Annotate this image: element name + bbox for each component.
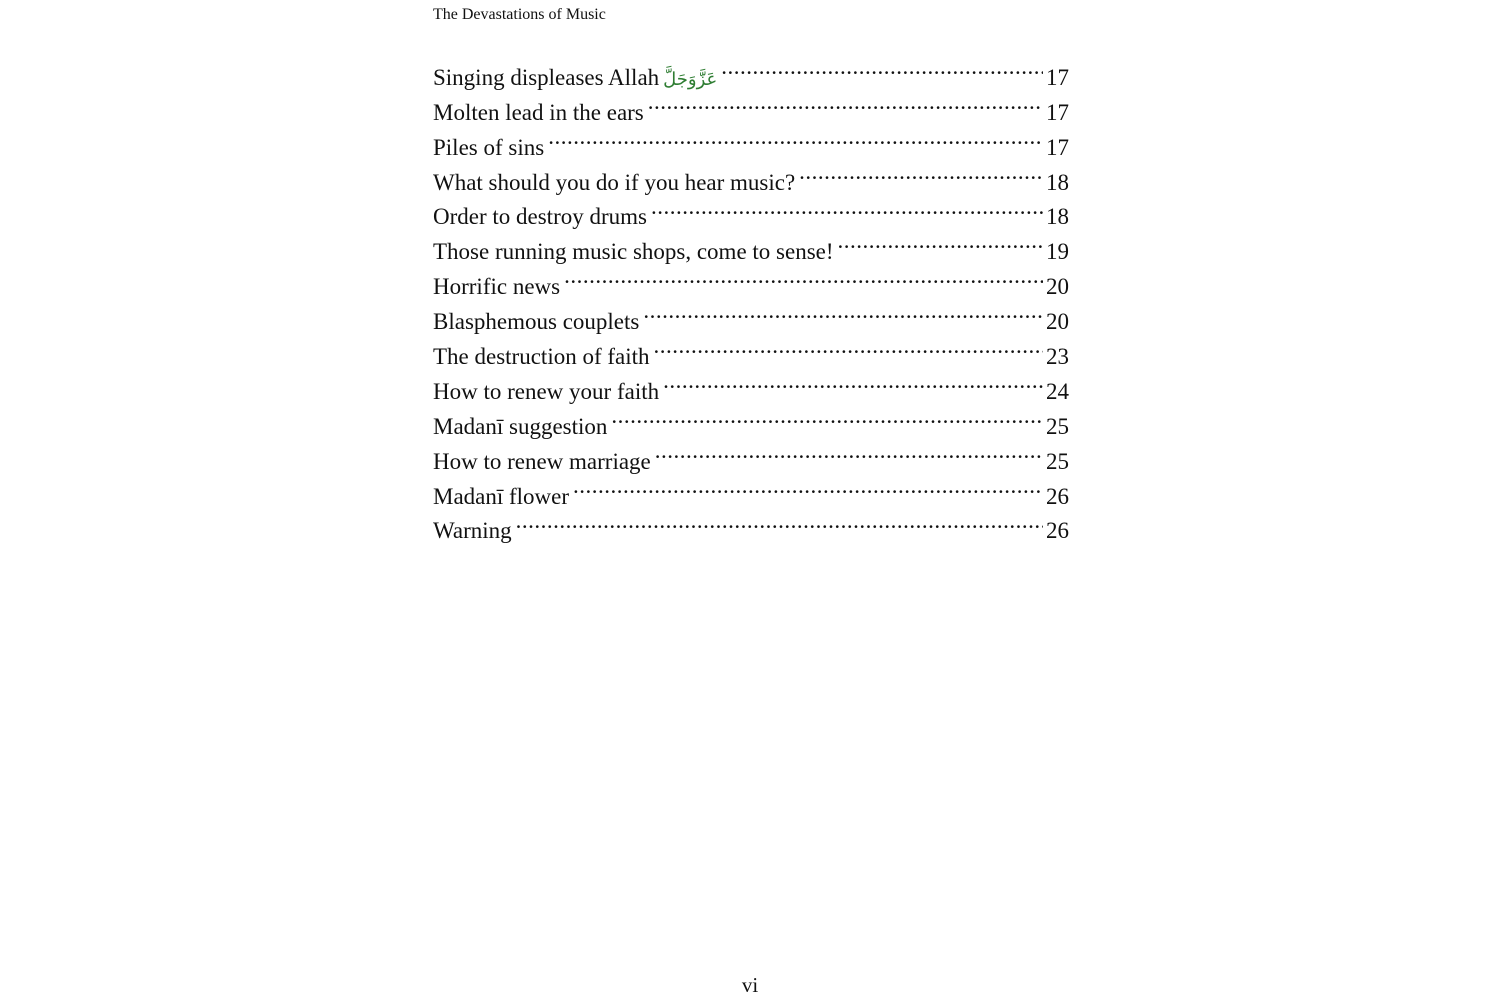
- dot-leader: [573, 469, 1043, 504]
- dot-leader: [651, 190, 1043, 225]
- toc-entry-page: 25: [1046, 413, 1069, 439]
- toc-entry-title: Those running music shops, come to sense!: [433, 239, 834, 265]
- toc-entry-title: Molten lead in the ears: [433, 99, 644, 125]
- toc-entry-page: 24: [1046, 378, 1069, 404]
- toc-entry-title: Madanī suggestion: [433, 413, 608, 439]
- toc-entry-page: 23: [1046, 344, 1069, 370]
- dot-leader: [663, 364, 1043, 399]
- toc-entry-title: Blasphemous couplets: [433, 309, 640, 335]
- toc-entry-title: Horrific news: [433, 274, 561, 300]
- toc-entry-title: How to renew marriage: [433, 448, 651, 474]
- toc-entry-page: 20: [1046, 274, 1069, 300]
- toc-entry-title: Singing displeases Allah: [433, 64, 660, 90]
- dot-leader: [564, 259, 1043, 294]
- toc-entry[interactable]: [433, 50, 1069, 90]
- dot-leader: [516, 504, 1043, 539]
- toc-entry[interactable]: [433, 504, 1069, 544]
- dot-leader: [611, 399, 1043, 434]
- dot-leader: [721, 50, 1043, 85]
- dot-leader: [648, 85, 1043, 120]
- dot-leader: [838, 224, 1043, 259]
- toc-entry-title: How to renew your faith: [433, 378, 660, 404]
- dot-leader: [548, 120, 1043, 155]
- dot-leader: [799, 155, 1043, 190]
- toc-entry-page: 18: [1046, 169, 1069, 195]
- toc-entry-page: 19: [1046, 239, 1069, 265]
- toc-entry-page: 17: [1046, 134, 1069, 160]
- toc-entry-title: What should you do if you hear music?: [433, 169, 796, 195]
- dot-leader: [655, 434, 1043, 469]
- toc-entry-title: Madanī flower: [433, 483, 570, 509]
- dot-leader: [643, 294, 1043, 329]
- toc-entry-page: 17: [1046, 99, 1069, 125]
- toc-entry-page: 26: [1046, 483, 1069, 509]
- toc-entry-page: 25: [1046, 448, 1069, 474]
- toc-entry-page: 17: [1046, 64, 1069, 90]
- toc-entry-title: The destruction of faith: [433, 344, 650, 370]
- dot-leader: [654, 329, 1043, 364]
- toc-entry-title: Order to destroy drums: [433, 204, 647, 230]
- running-header: The Devastations of Music: [433, 6, 606, 23]
- honorific-arabic-calligraphy: عَزَّوَجَلَّ: [663, 68, 718, 89]
- toc-entry-title: Warning: [433, 518, 512, 544]
- table-of-contents: [433, 50, 1069, 544]
- toc-entry-page: 26: [1046, 518, 1069, 544]
- toc-entry-page: 20: [1046, 309, 1069, 335]
- toc-entry-page: 18: [1046, 204, 1069, 230]
- page-number: vi: [741, 973, 759, 997]
- toc-entry-title: Piles of sins: [433, 134, 545, 160]
